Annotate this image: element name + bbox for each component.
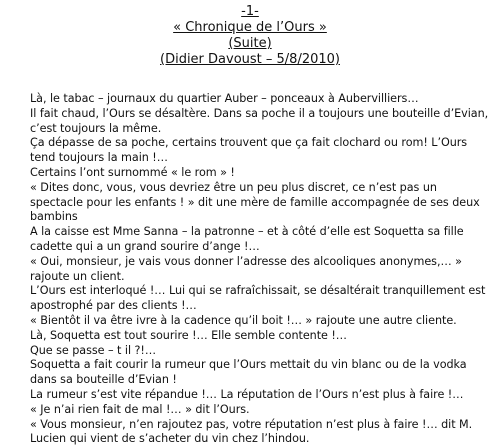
paragraph: « Bientôt il va être ivre à la cadence qu’il boit !… » rajoute une autre cliente. bbox=[30, 313, 457, 327]
paragraph: Là, le tabac – journaux du quartier Auber – ponceaux à Aubervilliers… bbox=[30, 92, 419, 105]
chronicle-subtitle: (Suite) bbox=[228, 36, 272, 51]
paragraph: Ça dépasse de sa poche, certains trouvent que ça fait clochard ou rom! L’Ours tend toujours la main !… bbox=[30, 136, 468, 165]
paragraph: « Dites donc, vous, vous devriez être un peu plus discret, ce n’est pas un spectacle pour les enfants ! » dit une mère de famille accompagnée de ses deux bambins bbox=[30, 180, 480, 224]
paragraph: « Oui, monsieur, je vais vous donner l’adresse des alcooliques anonymes,… » rajoute un client. bbox=[30, 254, 462, 283]
author-date-line: (Didier Davoust – 5/8/2010) bbox=[160, 52, 340, 67]
paragraph: Certains l’ont surnommé « le rom » ! bbox=[30, 165, 235, 179]
document-body bbox=[30, 92, 492, 447]
paragraph: « Je n’ai rien fait de mal !… » dit l’Ours. bbox=[30, 402, 250, 416]
chronicle-title: « Chronique de l’Ours » bbox=[173, 20, 327, 35]
paragraph: Il fait chaud, l’Ours se désaltère. Dans sa poche il a toujours une bouteille d’Evian, c’est toujours la même. bbox=[30, 106, 489, 135]
paragraph: Que se passe – t il ?!… bbox=[30, 343, 156, 357]
paragraph: « Vous monsieur, n’en rajoutez pas, votre réputation n’est plus à faire !… dit M. Lucien qui vient de s’acheter du vin chez l’hindou. bbox=[30, 417, 473, 446]
document-header bbox=[0, 4, 500, 68]
paragraph: L’Ours est interloqué !… Lui qui se rafraîchissait, se désaltérait tranquillement est apostrophé par des clients !… bbox=[30, 284, 486, 313]
paragraph: Soquetta a fait courir la rumeur que l’Ours mettait du vin blanc ou de la vodka dans sa bouteille d’Evian ! bbox=[30, 358, 467, 387]
page-number: -1- bbox=[241, 4, 259, 19]
paragraph: Là, Soquetta est tout sourire !… Elle semble contente !… bbox=[30, 328, 347, 342]
paragraph: A la caisse est Mme Sanna – la patronne – et à côté d’elle est Soquetta sa fille cadette qui a un grand sourire d’ange !… bbox=[30, 225, 464, 253]
paragraph: La rumeur s’est vite répandue !… La réputation de l’Ours n’est plus à faire !… bbox=[30, 387, 464, 401]
